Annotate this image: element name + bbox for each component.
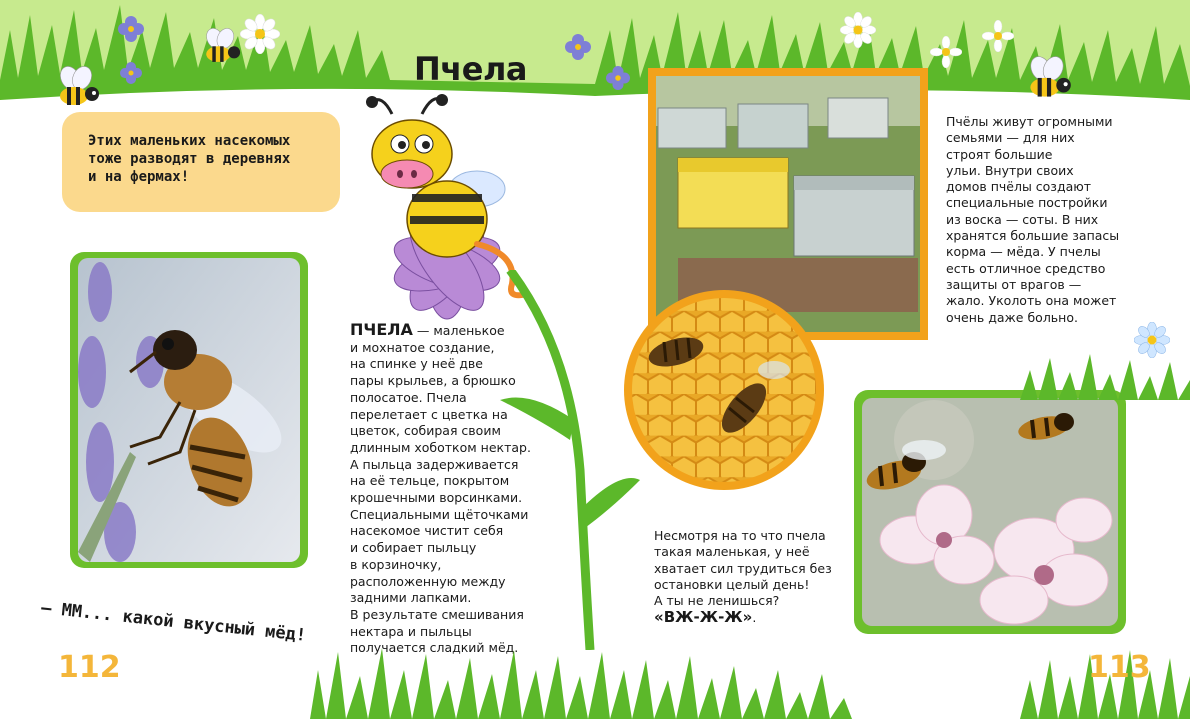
text-line: насекомое чистит себя bbox=[350, 523, 504, 539]
text-line: перелетает с цветка на bbox=[350, 406, 508, 422]
text-line: и мохнатое создание, bbox=[350, 339, 495, 355]
bee-on-lavender-photo bbox=[70, 252, 308, 568]
top-grass-decoration bbox=[0, 0, 1190, 110]
text-line: защиты от врагов — bbox=[946, 276, 1082, 292]
buzz-tail: . bbox=[752, 610, 757, 626]
text-line: нектара и пыльцы bbox=[350, 623, 472, 639]
text-line: А пыльца задерживается bbox=[350, 456, 519, 472]
text-line: Несмотря на то что пчела bbox=[654, 528, 826, 543]
text-line: Пчёлы живут огромными bbox=[946, 114, 1113, 129]
daisy-icon bbox=[982, 20, 1014, 52]
text-line bbox=[350, 322, 560, 340]
text-line: В результате смешивания bbox=[350, 606, 524, 622]
callout-line: Этих маленьких насекомых bbox=[88, 133, 291, 149]
daisy-icon bbox=[240, 14, 280, 54]
text-line: корма — мёда. У пчелы bbox=[946, 244, 1101, 260]
bees-on-blossoms-photo bbox=[854, 390, 1126, 634]
violet-flower-icon bbox=[565, 34, 591, 60]
text-line: получается сладкий мёд. bbox=[350, 640, 519, 656]
text-line: хранятся большие запасы bbox=[946, 228, 1120, 244]
text-line: и собирает пыльцу bbox=[350, 540, 477, 556]
text-line: длинным хоботком нектар. bbox=[350, 439, 531, 455]
text-line: семьями — для них bbox=[946, 130, 1075, 146]
text-line: жало. Уколоть она может bbox=[946, 293, 1117, 309]
cartoon-bee-icon bbox=[1020, 56, 1076, 104]
callout-line: тоже разводят в деревнях bbox=[88, 151, 291, 167]
text-line: на её тельце, покрытом bbox=[350, 473, 510, 489]
buzz-sound: «ВЖ-Ж-Ж» bbox=[654, 608, 753, 627]
hive-paragraph bbox=[946, 114, 1126, 326]
callout-line: и на фермах! bbox=[88, 169, 190, 185]
text-line: полосатое. Пчела bbox=[350, 389, 467, 405]
bottom-paragraph bbox=[654, 528, 844, 627]
text-line-part: — маленькое bbox=[412, 323, 505, 338]
text-line: крошечными ворсинками. bbox=[350, 490, 523, 506]
violet-flower-icon bbox=[120, 62, 142, 84]
text-line: такая маленькая, у неё bbox=[654, 544, 810, 560]
text-line: строят большие bbox=[946, 146, 1053, 162]
text-line: хватает сил трудиться без bbox=[654, 560, 832, 576]
cartoon-bee-icon bbox=[50, 66, 104, 112]
text-line: остановки целый день! bbox=[654, 576, 810, 592]
text-line: есть отличное средство bbox=[946, 260, 1106, 276]
text-line: А ты не ленишься? bbox=[654, 593, 780, 609]
violet-flower-icon bbox=[118, 16, 144, 42]
right-grass-tuft-decoration bbox=[1020, 350, 1190, 400]
text-line: очень даже больно. bbox=[946, 309, 1078, 325]
yummy-caption: – ММ... какой вкусный мёд! bbox=[40, 598, 307, 646]
text-line: на спинке у неё две bbox=[350, 356, 483, 372]
text-line: задними лапками. bbox=[350, 590, 472, 606]
daisy-icon bbox=[840, 12, 876, 48]
text-line: расположенную между bbox=[350, 573, 506, 589]
text-line bbox=[654, 609, 844, 626]
daisy-icon bbox=[930, 36, 962, 68]
main-paragraph bbox=[350, 322, 560, 657]
text-line: домов пчёлы создают bbox=[946, 179, 1092, 195]
text-line: в корзиночку, bbox=[350, 556, 442, 572]
text-line: специальные постройки bbox=[946, 195, 1108, 211]
text-line: ульи. Внутри своих bbox=[946, 162, 1074, 178]
honeycomb-photo bbox=[624, 290, 824, 490]
text-line: пары крыльев, а брюшко bbox=[350, 373, 516, 389]
lead-word: ПЧЕЛА bbox=[350, 320, 413, 339]
cartoon-bee-icon bbox=[196, 28, 246, 68]
page-number-right: 113 bbox=[1088, 650, 1151, 685]
violet-flower-icon bbox=[606, 66, 630, 90]
page-number-left: 112 bbox=[58, 650, 121, 685]
text-line: из воска — соты. В них bbox=[946, 211, 1099, 227]
text-line: цветок, собирая своим bbox=[350, 423, 501, 439]
callout-text bbox=[88, 132, 328, 186]
page-title: Пчела bbox=[414, 50, 527, 88]
text-line: Специальными щёточками bbox=[350, 506, 529, 522]
